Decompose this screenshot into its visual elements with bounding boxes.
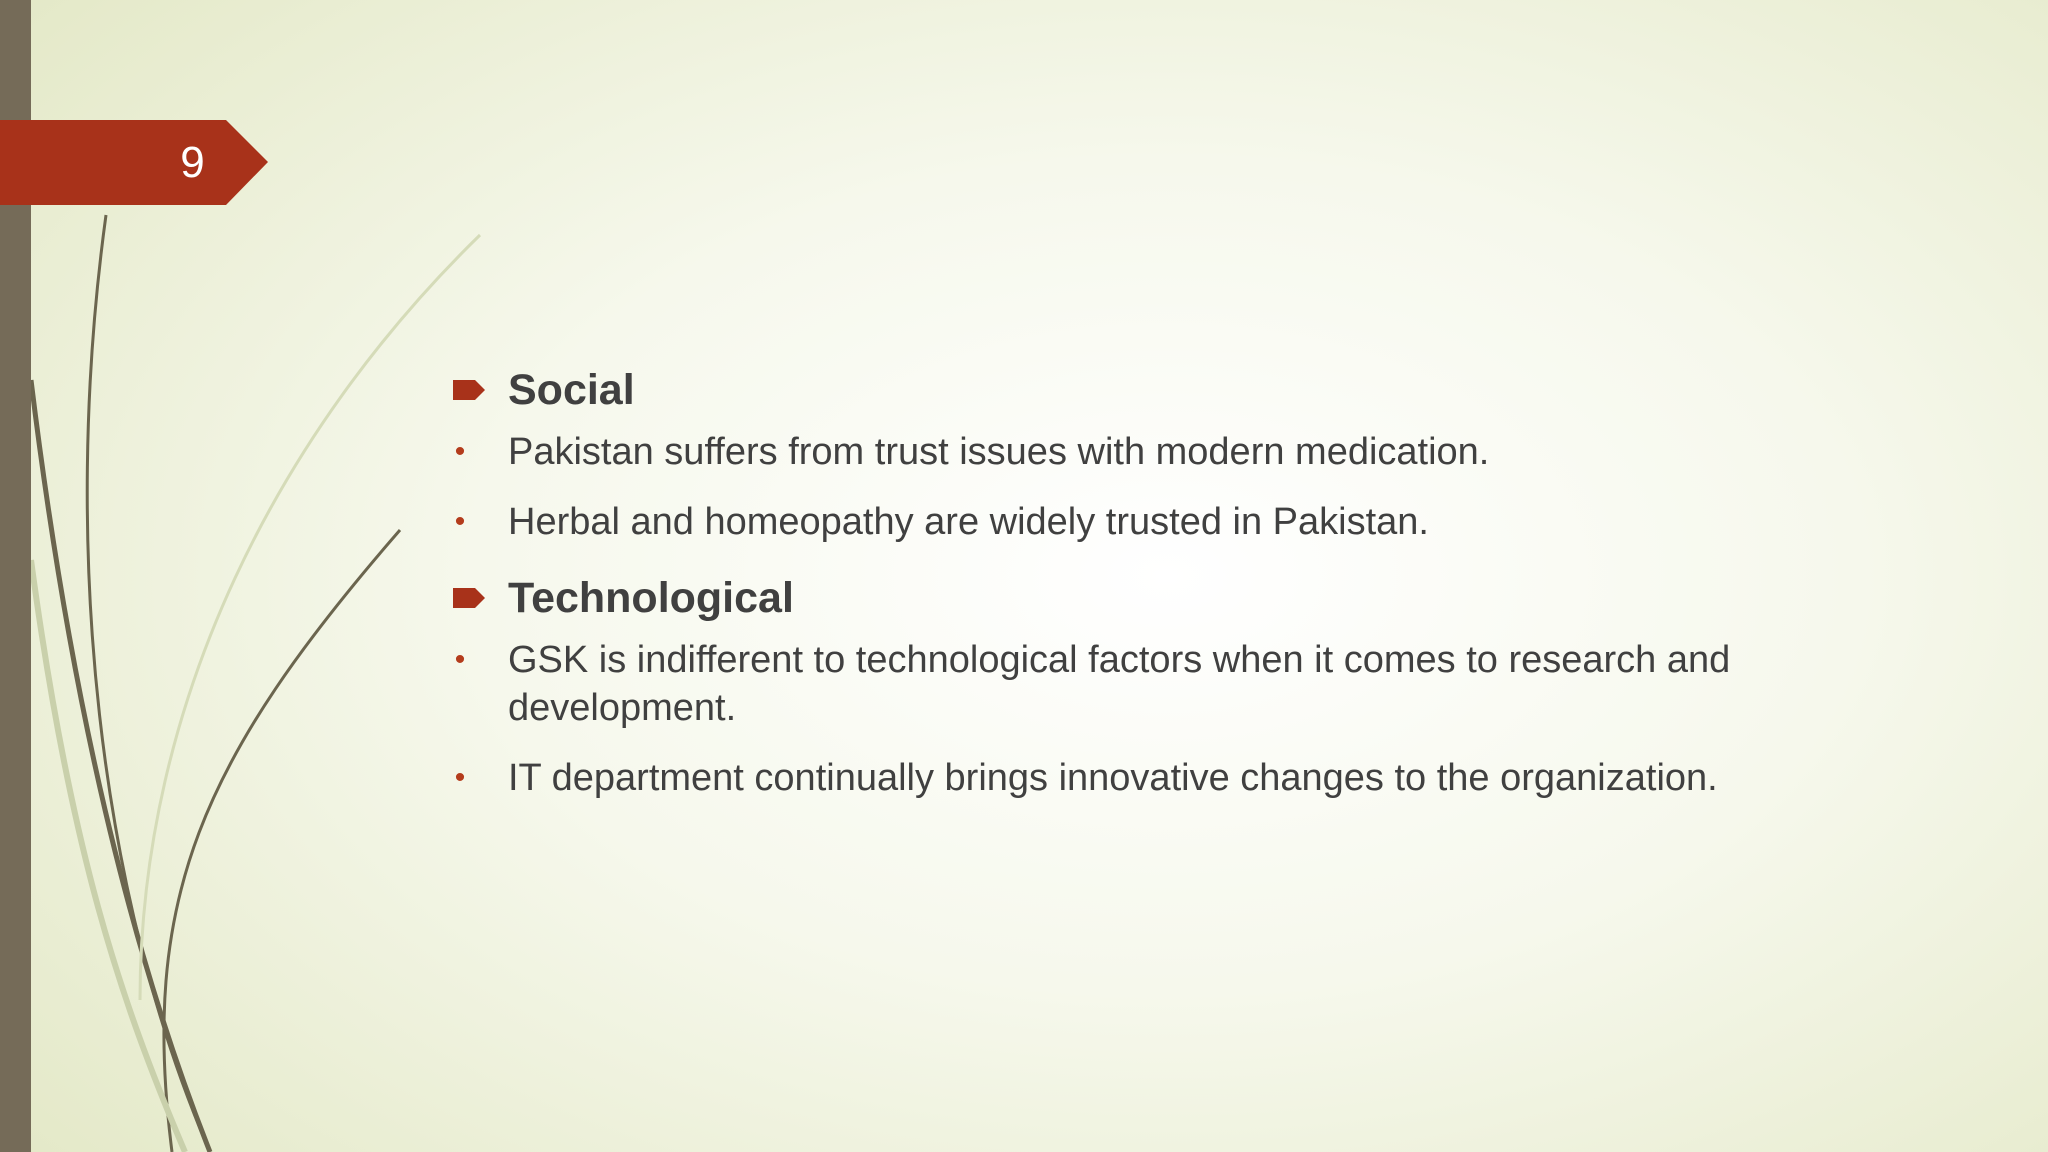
bullet-text: Pakistan suffers from trust issues with modern medication. [508,431,1490,473]
bullet-point [450,428,1850,476]
dot-bullet-icon: • [454,761,466,794]
section-heading-text: Social [508,366,635,414]
dot-bullet-icon: • [454,505,466,538]
arrow-bullet-icon [453,588,485,608]
bullet-point [450,636,1850,732]
dot-bullet-icon: • [454,435,466,468]
slide-content [450,360,1850,824]
bullet-text: Herbal and homeopathy are widely trusted in Pakistan. [508,501,1429,543]
section-heading-social [450,360,1850,420]
bullet-point [450,754,1850,802]
arrow-bullet-icon [453,380,485,400]
slide-number-tag [0,120,268,205]
bullet-text: GSK is indifferent to technological factors when it comes to research and development. [508,639,1731,729]
section-heading-technological [450,568,1850,628]
bullet-point [450,498,1850,546]
bullet-text: IT department continually brings innovative changes to the organization. [508,757,1718,799]
section-heading-text: Technological [508,574,794,622]
slide-number: 9 [180,138,205,187]
dot-bullet-icon: • [454,643,466,676]
